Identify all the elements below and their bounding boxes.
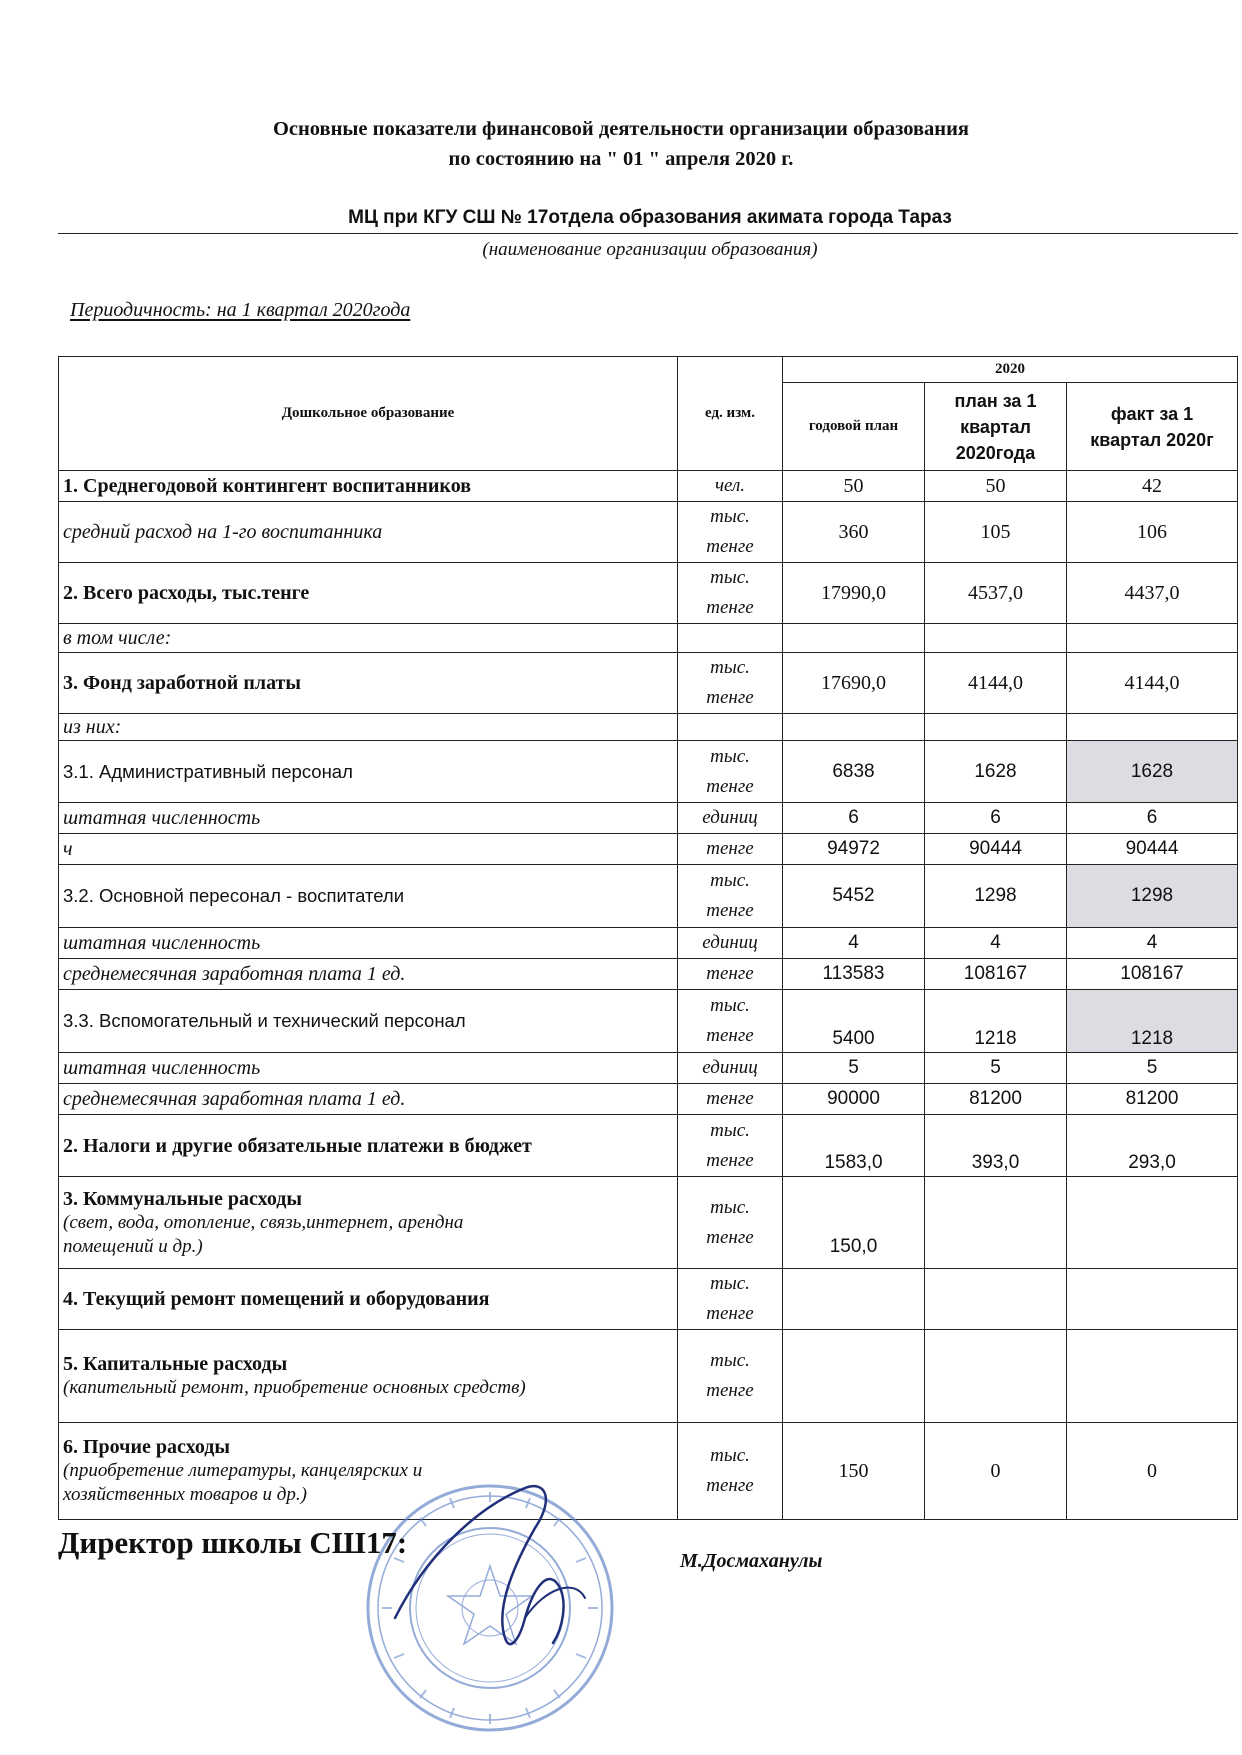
row-q1-fact: 42 [1067, 471, 1238, 502]
header-year: 2020 [783, 357, 1238, 383]
row-annual-plan: 1583,0 [783, 1115, 925, 1177]
row-unit-line: тыс. [710, 745, 750, 767]
header-q1-plan-line: план за 1 [954, 390, 1037, 411]
row-q1-fact: 81200 [1067, 1084, 1238, 1115]
row-annual-plan: 4 [783, 928, 925, 959]
row-annual-plan: 360 [783, 502, 925, 563]
row-unit-line: тенге [706, 1303, 754, 1324]
director-label: Директор школы СШ17: [58, 1525, 408, 1560]
table-row [59, 928, 1238, 959]
row-unit-line: тенге [706, 900, 754, 921]
row-annual-plan: 5452 [783, 865, 925, 928]
row-q1-plan [925, 1330, 1067, 1423]
table-row [59, 1053, 1238, 1084]
table-row [59, 1330, 1238, 1423]
row-q1-plan: 1298 [925, 865, 1067, 928]
row-unit-line: тенге [706, 536, 754, 557]
row-q1-fact [1067, 714, 1238, 741]
table-row [59, 653, 1238, 714]
row-name: 4. Текущий ремонт помещений и оборудования [59, 1269, 678, 1330]
row-q1-plan [925, 1177, 1067, 1269]
row-q1-fact: 1298 [1067, 865, 1238, 928]
organization-underline [58, 233, 1238, 234]
row-unit: тенге [678, 834, 783, 865]
row-q1-fact: 4144,0 [1067, 653, 1238, 714]
header-annual-plan: годовой план [783, 383, 925, 471]
row-unit-line: тенге [706, 1226, 754, 1248]
row-q1-plan: 393,0 [925, 1115, 1067, 1177]
row-name: штатная численность [59, 803, 678, 834]
row-name-note: (приобретение литературы, канцелярских и [63, 1460, 423, 1481]
table-row [59, 1269, 1238, 1330]
row-unit [678, 653, 783, 714]
row-name: среднемесячная заработная плата 1 ед. [59, 1084, 678, 1115]
row-q1-plan: 0 [925, 1423, 1067, 1520]
row-annual-plan [783, 1269, 925, 1330]
row-name: из них: [59, 714, 678, 741]
header-q1-fact [1067, 383, 1238, 471]
row-q1-plan: 5 [925, 1053, 1067, 1084]
periodicity: Периодичность: на 1 квартал 2020года [70, 299, 411, 321]
row-unit [678, 563, 783, 624]
row-unit [678, 1269, 783, 1330]
row-unit-line: тыс. [710, 657, 750, 678]
row-q1-fact: 0 [1067, 1423, 1238, 1520]
row-name-note: хозяйственных товаров и др.) [63, 1484, 307, 1505]
organization-name: МЦ при КГУ СШ № 17отдела образования акимата города Тараз [348, 207, 952, 228]
row-annual-plan: 5400 [783, 990, 925, 1053]
row-unit [678, 741, 783, 803]
row-name: 3.1. Административный персонал [59, 741, 678, 803]
row-name-title: 3. Коммунальные расходы [63, 1187, 303, 1210]
row-annual-plan: 17990,0 [783, 563, 925, 624]
row-annual-plan: 5 [783, 1053, 925, 1084]
row-name: среднемесячная заработная плата 1 ед. [59, 959, 678, 990]
row-q1-plan: 6 [925, 803, 1067, 834]
table-row [59, 502, 1238, 563]
table-row [59, 959, 1238, 990]
row-q1-plan: 4 [925, 928, 1067, 959]
header-name: Дошкольное образование [59, 357, 678, 471]
row-q1-plan [925, 1269, 1067, 1330]
row-name: штатная численность [59, 928, 678, 959]
row-unit [678, 1177, 783, 1269]
row-annual-plan [783, 624, 925, 653]
row-unit [678, 865, 783, 928]
row-unit: тенге [678, 959, 783, 990]
row-unit-line: тенге [706, 1475, 754, 1496]
row-name-note: помещений и др.) [63, 1235, 203, 1257]
row-unit-line: тенге [706, 597, 754, 618]
row-unit [678, 1115, 783, 1177]
header-q1-plan-line: квартал [960, 416, 1031, 437]
row-q1-fact: 6 [1067, 803, 1238, 834]
row-unit [678, 1423, 783, 1520]
signature-icon [385, 1468, 645, 1668]
row-unit [678, 714, 783, 741]
table-row [59, 1115, 1238, 1177]
row-q1-plan: 4537,0 [925, 563, 1067, 624]
row-unit-line: тыс. [710, 1119, 750, 1141]
row-annual-plan: 90000 [783, 1084, 925, 1115]
row-unit-line: тыс. [710, 1273, 750, 1294]
row-name-note: (свет, вода, отопление, связь,интернет, арендна [63, 1211, 464, 1233]
row-unit-line: тенге [706, 1025, 754, 1046]
header-q1-fact-line: факт за 1 [1110, 403, 1194, 424]
row-name: 1. Среднегодовой контингент воспитанников [59, 471, 678, 502]
row-name [59, 1177, 678, 1269]
row-annual-plan: 150 [783, 1423, 925, 1520]
row-q1-plan [925, 714, 1067, 741]
row-q1-fact [1067, 1269, 1238, 1330]
organization-caption: (наименование организации образования) [482, 239, 818, 260]
row-q1-plan: 4144,0 [925, 653, 1067, 714]
row-q1-fact: 4 [1067, 928, 1238, 959]
row-unit: чел. [678, 471, 783, 502]
row-q1-fact: 4437,0 [1067, 563, 1238, 624]
row-q1-plan: 81200 [925, 1084, 1067, 1115]
table-row [59, 714, 1238, 741]
row-q1-plan: 90444 [925, 834, 1067, 865]
row-q1-fact [1067, 1330, 1238, 1423]
table-row [59, 990, 1238, 1053]
table-header-row [59, 357, 1238, 383]
row-unit [678, 1330, 783, 1423]
row-unit-line: тыс. [710, 1445, 750, 1466]
row-name: 3.3. Вспомогательный и технический персонал [59, 990, 678, 1053]
director-name: М.Досмаханулы [680, 1550, 823, 1572]
row-q1-fact: 90444 [1067, 834, 1238, 865]
document-date: по состоянию на " 01 " апреля 2020 г. [448, 148, 794, 170]
row-unit-line: тенге [706, 1380, 754, 1401]
header-q1-fact-line: квартал 2020г [1090, 429, 1214, 450]
row-q1-fact: 5 [1067, 1053, 1238, 1084]
row-name-note: (капительный ремонт, приобретение основных средств) [63, 1377, 526, 1398]
row-unit: единиц [678, 928, 783, 959]
table-row [59, 741, 1238, 803]
row-unit-line: тенге [706, 687, 754, 708]
row-name-title: 6. Прочие расходы [63, 1436, 230, 1458]
row-name: штатная численность [59, 1053, 678, 1084]
row-unit-line: тыс. [710, 506, 750, 527]
row-q1-fact: 106 [1067, 502, 1238, 563]
row-q1-fact: 1218 [1067, 990, 1238, 1053]
table-row [59, 563, 1238, 624]
row-q1-plan: 108167 [925, 959, 1067, 990]
row-name: 3. Фонд заработной платы [59, 653, 678, 714]
row-unit-line: тыс. [710, 1350, 750, 1371]
document-title: Основные показатели финансовой деятельности организации образования [272, 118, 970, 140]
row-q1-plan: 50 [925, 471, 1067, 502]
financial-indicators-table [58, 356, 1238, 1520]
row-unit-line: тыс. [710, 870, 750, 891]
row-annual-plan: 6 [783, 803, 925, 834]
table-row [59, 471, 1238, 502]
row-q1-fact: 293,0 [1067, 1115, 1238, 1177]
row-name: 2. Всего расходы, тыс.тенге [59, 563, 678, 624]
row-annual-plan: 17690,0 [783, 653, 925, 714]
row-name: ч [59, 834, 678, 865]
row-name-title: 5. Капитальные расходы [63, 1353, 288, 1375]
row-q1-fact [1067, 624, 1238, 653]
row-annual-plan [783, 714, 925, 741]
row-q1-fact [1067, 1177, 1238, 1269]
row-unit [678, 624, 783, 653]
row-unit-line: тенге [706, 1149, 754, 1171]
table-row [59, 1177, 1238, 1269]
row-q1-fact: 1628 [1067, 741, 1238, 803]
table-row [59, 865, 1238, 928]
row-name: средний расход на 1-го воспитанника [59, 502, 678, 563]
table-row [59, 624, 1238, 653]
row-annual-plan: 94972 [783, 834, 925, 865]
row-unit-line: тенге [706, 775, 754, 797]
header-q1-plan [925, 383, 1067, 471]
row-name [59, 1330, 678, 1423]
row-unit-line: тыс. [710, 995, 750, 1016]
row-annual-plan: 113583 [783, 959, 925, 990]
row-name: в том числе: [59, 624, 678, 653]
row-annual-plan: 6838 [783, 741, 925, 803]
header-unit: ед. изм. [678, 357, 783, 471]
row-annual-plan [783, 1330, 925, 1423]
row-q1-plan: 1218 [925, 990, 1067, 1053]
row-unit: единиц [678, 1053, 783, 1084]
row-q1-plan: 1628 [925, 741, 1067, 803]
row-unit: единиц [678, 803, 783, 834]
row-q1-plan: 105 [925, 502, 1067, 563]
header-q1-plan-line: 2020года [955, 442, 1036, 463]
row-q1-fact: 108167 [1067, 959, 1238, 990]
row-unit: тенге [678, 1084, 783, 1115]
row-unit-line: тыс. [710, 567, 750, 588]
row-unit [678, 502, 783, 563]
row-unit [678, 990, 783, 1053]
row-q1-plan [925, 624, 1067, 653]
row-name: 2. Налоги и другие обязательные платежи в бюджет [59, 1115, 678, 1177]
row-name: 3.2. Основной пересонал - воспитатели [59, 865, 678, 928]
row-unit-line: тыс. [710, 1196, 750, 1218]
table-row [59, 834, 1238, 865]
table-row [59, 803, 1238, 834]
row-annual-plan: 50 [783, 471, 925, 502]
row-annual-plan: 150,0 [783, 1177, 925, 1269]
table-row [59, 1423, 1238, 1520]
table-row [59, 1084, 1238, 1115]
